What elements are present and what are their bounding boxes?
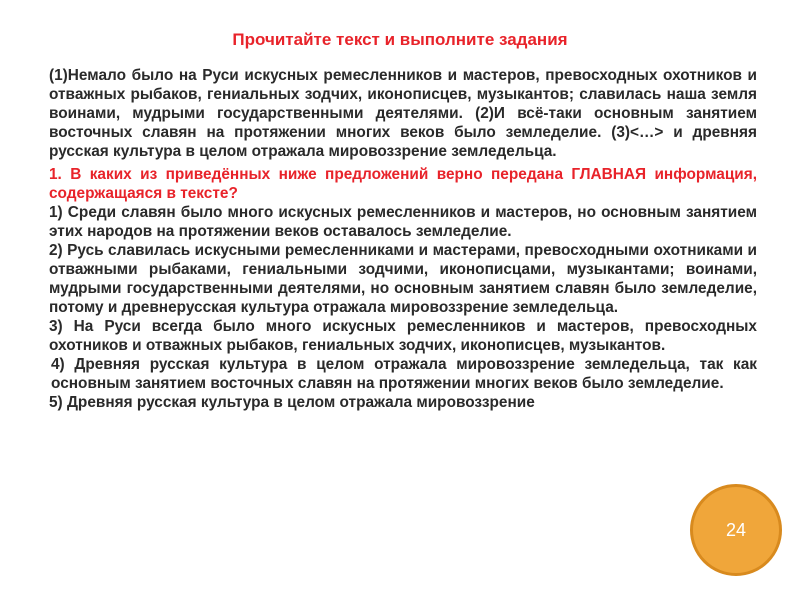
page-number-badge: 24	[690, 484, 782, 576]
reading-passage: (1)Немало было на Руси искусных ремесленников и мастеров, превосходных охотников и отважных рыбаков, гениальных зодчих, иконописцев, музыкантов; славилась наша земля воинами, мудрыми государственными деятелями. (2)И всё-таки основным занятием восточных славян на протяжении многих веков было земледелие. (3)<…> и древняя русская культура в целом отражала мировоззрение земледельца.	[49, 67, 757, 160]
slide-content	[49, 66, 757, 412]
answer-option-4: 4) Древняя русская культура в целом отражала мировоззрение земледельца, так как основным занятием восточных славян на протяжении многих веков было земледелие.	[51, 356, 757, 392]
answer-option-2: 2) Русь славилась искусными ремесленниками и мастерами, превосходными охотниками и отважными рыбаками, гениальными зодчими, иконописцами, музыкантами; воинами, мудрыми государственными деятелями, но основным занятием славян было земледелие, потому и древнерусская культура отражала мировоззрение земледельца.	[49, 242, 757, 316]
slide-title: Прочитайте текст и выполните задания	[232, 30, 568, 49]
question-prompt: 1. В каких из приведённых ниже предложений верно передана ГЛАВНАЯ информация, содержащаяся в тексте?	[49, 166, 757, 202]
answer-option-1: 1) Среди славян было много искусных ремесленников и мастеров, но основным занятием этих народов на протяжении веков оставалось земледелие.	[49, 204, 757, 240]
answer-option-3: 3) На Руси всегда было много искусных ремесленников и мастеров, превосходных охотников и отважных рыбаков, гениальных зодчих, иконописцев, музыкантов.	[49, 318, 757, 354]
answer-option-5: 5) Древняя русская культура в целом отражала мировоззрение	[49, 394, 535, 411]
